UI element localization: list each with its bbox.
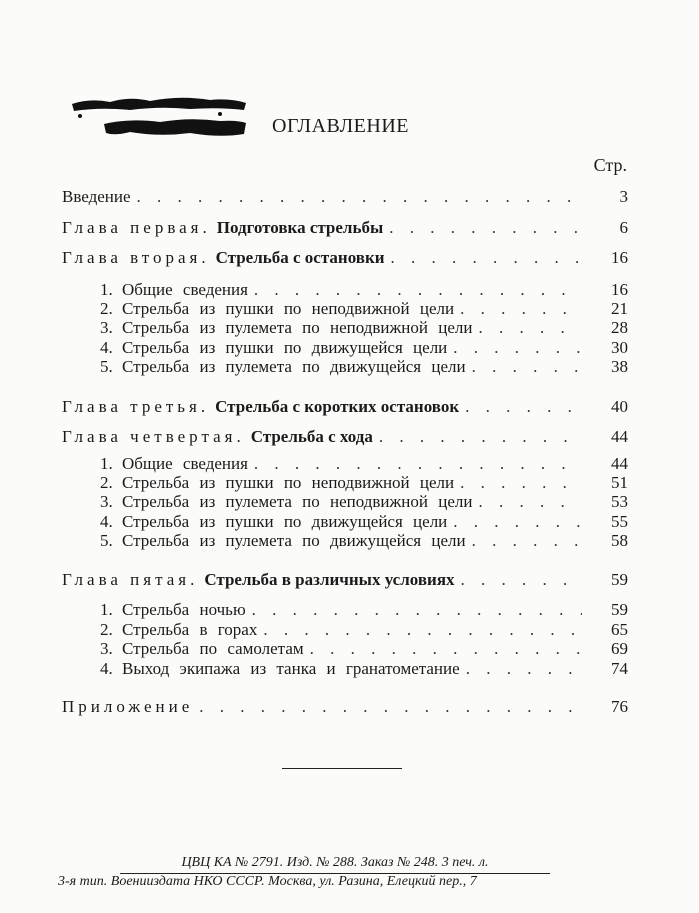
toc-section-row [62,473,628,493]
toc-title: ОГЛАВЛЕНИЕ [272,115,409,137]
dot-leader [453,512,582,532]
toc-entry-row [62,697,628,717]
chapter-label: Глава пятая. [62,570,199,589]
section-number: 3. [100,318,113,337]
dot-leader [478,318,582,338]
section-title: Стрельба из пулемета по движущейся цели [122,531,466,550]
appendix-title: Приложение [62,697,194,716]
page-number: 55 [611,512,628,531]
toc-section-row [62,280,628,300]
page-number: 44 [611,427,628,446]
page-column-label: Стр. [593,155,627,175]
chapter-title: Стрельба в различных условиях [204,570,455,589]
section-heading [62,512,447,532]
toc-section-row [62,659,628,679]
section-heading [62,492,472,512]
chapter-heading [62,570,455,590]
toc-section-row [62,639,628,659]
dot-leader [472,531,582,551]
section-title: Стрельба из пушки по движущейся цели [122,512,448,531]
dot-leader [466,659,582,679]
toc-section-row [62,531,628,551]
chapter-title: Стрельба с остановки [215,248,385,267]
toc-chapter-row [62,427,628,447]
section-number: 5. [100,357,113,376]
section-heading [62,338,447,358]
section-number: 2. [100,299,113,318]
imprint-line-1: ЦВЦ КА № 2791. Изд. № 288. Заказ № 248. 3 печ. л. [120,852,550,874]
section-title: Стрельба ночью [122,600,246,619]
section-heading [62,600,246,620]
section-heading [62,639,304,659]
toc-section-row [62,492,628,512]
toc-section-row [62,338,628,358]
toc-section-row [62,620,628,640]
page-number: 3 [619,187,628,206]
dot-leader [389,218,582,238]
dot-leader [478,492,582,512]
dot-leader [465,397,582,417]
dot-leader [391,248,582,268]
section-heading [62,299,454,319]
chapter-label: Глава третья. [62,397,210,416]
page-number: 44 [611,454,628,473]
imprint-line-2: 3-я тип. Военииздата НКО СССР. Москва, ул. Разина, Елецкий пер., 7 [58,874,477,889]
section-number: 2. [100,473,113,492]
section-title: Стрельба из пулемета по неподвижной цели [122,492,473,511]
page-number: 59 [611,600,628,619]
chapter-title: Подготовка стрельбы [216,218,384,237]
section-number: 3. [100,492,113,511]
page-number: 51 [611,473,628,492]
page-number: 30 [611,338,628,357]
section-heading [62,280,248,300]
dot-leader [263,620,582,640]
page-number: 6 [619,218,628,237]
chapter-heading [62,397,459,417]
section-title: Общие сведения [122,454,248,473]
chapter-label: Глава четвертая. [62,427,245,446]
dot-leader [252,600,582,620]
section-title: Стрельба по самолетам [122,639,304,658]
page-number: 58 [611,531,628,550]
section-title: Стрельба из пулемета по движущейся цели [122,357,466,376]
dot-leader [254,454,582,474]
dot-leader [199,697,582,717]
section-title: Стрельба из пулемета по неподвижной цели [122,318,473,337]
section-heading [62,620,257,640]
page-number: 65 [611,620,628,639]
dot-leader [379,427,582,447]
section-number: 3. [100,639,113,658]
page-number: 16 [611,280,628,299]
toc-chapter-row [62,248,628,268]
chapter-title: Стрельба с хода [250,427,373,446]
toc-section-row [62,512,628,532]
section-number: 4. [100,512,113,531]
section-heading [62,659,460,679]
section-number: 1. [100,454,113,473]
dot-leader [310,639,582,659]
page-number: 59 [611,570,628,589]
section-heading [62,473,454,493]
toc-chapter-row [62,397,628,417]
page-number: 21 [611,299,628,318]
page-number: 28 [611,318,628,337]
dot-leader [137,187,582,207]
section-number: 5. [100,531,113,550]
section-heading [62,454,248,474]
section-number: 4. [100,338,113,357]
toc-section-row [62,600,628,620]
section-number: 4. [100,659,113,678]
divider [282,768,402,769]
section-title: Общие сведения [122,280,248,299]
toc-section-row [62,318,628,338]
toc-chapter-row [62,218,628,238]
chapter-title: Стрельба с коротких остановок [215,397,460,416]
dot-leader [472,357,582,377]
section-title: Стрельба из пушки по неподвижной цели [122,473,455,492]
section-title: Стрельба в горах [122,620,258,639]
page-number: 76 [611,697,628,716]
entry-title: Введение [62,187,131,206]
stamp-mark [70,92,250,140]
section-number: 2. [100,620,113,639]
dot-leader [254,280,582,300]
dot-leader [453,338,582,358]
toc-entry-row [62,187,628,207]
toc-section-row [62,357,628,377]
chapter-heading [62,218,383,238]
section-title: Выход экипажа из танка и гранатометание [122,659,460,678]
section-heading [62,357,466,377]
dot-leader [461,570,582,590]
section-heading [62,318,472,338]
page-number: 38 [611,357,628,376]
section-number: 1. [100,280,113,299]
chapter-heading [62,427,373,447]
toc-section-row [62,454,628,474]
page-number: 16 [611,248,628,267]
section-title: Стрельба из пушки по неподвижной цели [122,299,455,318]
chapter-label: Глава вторая. [62,248,210,267]
section-heading [62,531,466,551]
page-number: 74 [611,659,628,678]
page-number: 69 [611,639,628,658]
chapter-label: Глава первая. [62,218,211,237]
chapter-heading [62,248,385,268]
dot-leader [460,299,582,319]
page-number: 53 [611,492,628,511]
toc-chapter-row [62,570,628,590]
page-number: 40 [611,397,628,416]
section-title: Стрельба из пушки по движущейся цели [122,338,448,357]
dot-leader [460,473,582,493]
toc-section-row [62,299,628,319]
section-number: 1. [100,600,113,619]
